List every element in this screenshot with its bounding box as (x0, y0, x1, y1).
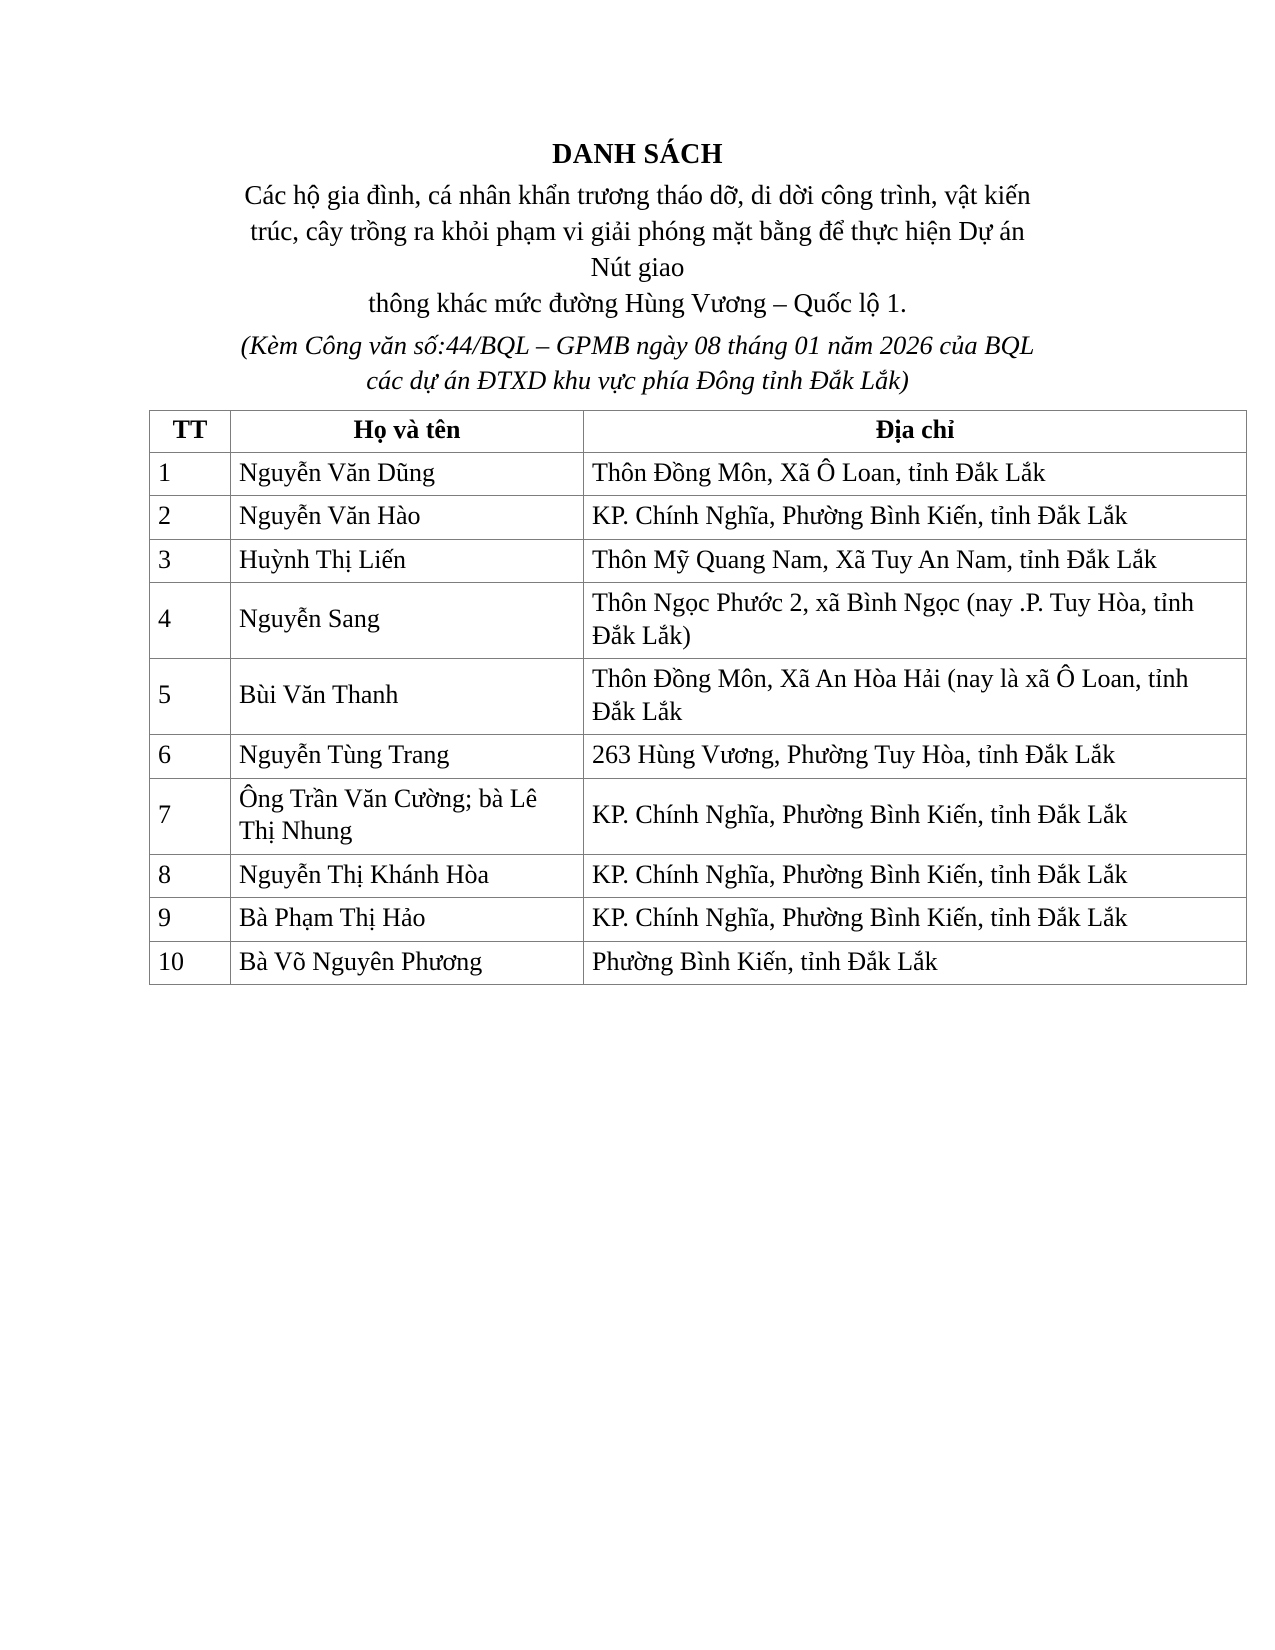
household-list-table (149, 410, 1247, 985)
table-header-row (150, 411, 1247, 453)
cell-address: 263 Hùng Vương, Phường Tuy Hòa, tỉnh Đắk Lắk (584, 735, 1247, 779)
cell-address: KP. Chính Nghĩa, Phường Bình Kiến, tỉnh Đắk Lắk (584, 496, 1247, 540)
table-row (150, 898, 1247, 942)
cell-name: Nguyễn Tùng Trang (231, 735, 584, 779)
cell-address: Phường Bình Kiến, tỉnh Đắk Lắk (584, 941, 1247, 985)
cell-address: Thôn Đồng Môn, Xã An Hòa Hải (nay là xã Ô Loan, tỉnh Đắk Lắk (584, 659, 1247, 735)
cell-name: Bà Phạm Thị Hảo (231, 898, 584, 942)
reference-line-1: (Kèm Công văn số:44/BQL – GPMB ngày 08 tháng 01 năm 2026 của BQL (240, 329, 1035, 360)
document-subtitle (228, 178, 1048, 322)
table-row (150, 659, 1247, 735)
cell-tt: 6 (150, 735, 231, 779)
cell-tt: 4 (150, 583, 231, 659)
cell-name: Ông Trần Văn Cường; bà Lê Thị Nhung (231, 778, 584, 854)
cell-name: Bà Võ Nguyên Phương (231, 941, 584, 985)
cell-address: Thôn Đồng Môn, Xã Ô Loan, tỉnh Đắk Lắk (584, 452, 1247, 496)
page-title: DANH SÁCH (552, 139, 723, 170)
cell-name: Bùi Văn Thanh (231, 659, 584, 735)
reference-note (218, 328, 1058, 398)
subtitle-line-3: thông khác mức đường Hùng Vương – Quốc lộ 1. (368, 287, 907, 318)
column-header-name: Họ và tên (231, 411, 584, 453)
cell-tt: 2 (150, 496, 231, 540)
cell-tt: 1 (150, 452, 231, 496)
cell-address: KP. Chính Nghĩa, Phường Bình Kiến, tỉnh Đắk Lắk (584, 898, 1247, 942)
table-body (150, 452, 1247, 985)
table-row (150, 778, 1247, 854)
document-heading (0, 0, 1275, 398)
cell-tt: 9 (150, 898, 231, 942)
reference-line-2: các dự án ĐTXD khu vực phía Đông tỉnh Đắk Lắk) (366, 365, 909, 396)
cell-tt: 10 (150, 941, 231, 985)
cell-address: KP. Chính Nghĩa, Phường Bình Kiến, tỉnh Đắk Lắk (584, 778, 1247, 854)
list-table-container (149, 410, 1195, 985)
subtitle-line-2: trúc, cây trồng ra khỏi phạm vi giải phóng mặt bằng để thực hiện Dự án Nút giao (250, 216, 1025, 282)
cell-address: Thôn Ngọc Phước 2, xã Bình Ngọc (nay .P. Tuy Hòa, tỉnh Đắk Lắk) (584, 583, 1247, 659)
cell-address: Thôn Mỹ Quang Nam, Xã Tuy An Nam, tỉnh Đắk Lắk (584, 539, 1247, 583)
table-row (150, 941, 1247, 985)
cell-tt: 3 (150, 539, 231, 583)
table-row (150, 735, 1247, 779)
table-row (150, 854, 1247, 898)
cell-name: Nguyễn Sang (231, 583, 584, 659)
cell-name: Nguyễn Văn Hào (231, 496, 584, 540)
cell-name: Nguyễn Thị Khánh Hòa (231, 854, 584, 898)
column-header-address: Địa chỉ (584, 411, 1247, 453)
subtitle-line-1: Các hộ gia đình, cá nhân khẩn trương tháo dỡ, di dời công trình, vật kiến (244, 180, 1031, 211)
cell-name: Nguyễn Văn Dũng (231, 452, 584, 496)
table-header (150, 411, 1247, 453)
table-row (150, 496, 1247, 540)
table-row (150, 539, 1247, 583)
cell-address: KP. Chính Nghĩa, Phường Bình Kiến, tỉnh Đắk Lắk (584, 854, 1247, 898)
cell-name: Huỳnh Thị Liến (231, 539, 584, 583)
table-row (150, 583, 1247, 659)
cell-tt: 7 (150, 778, 231, 854)
column-header-tt: TT (150, 411, 231, 453)
cell-tt: 8 (150, 854, 231, 898)
table-row (150, 452, 1247, 496)
cell-tt: 5 (150, 659, 231, 735)
